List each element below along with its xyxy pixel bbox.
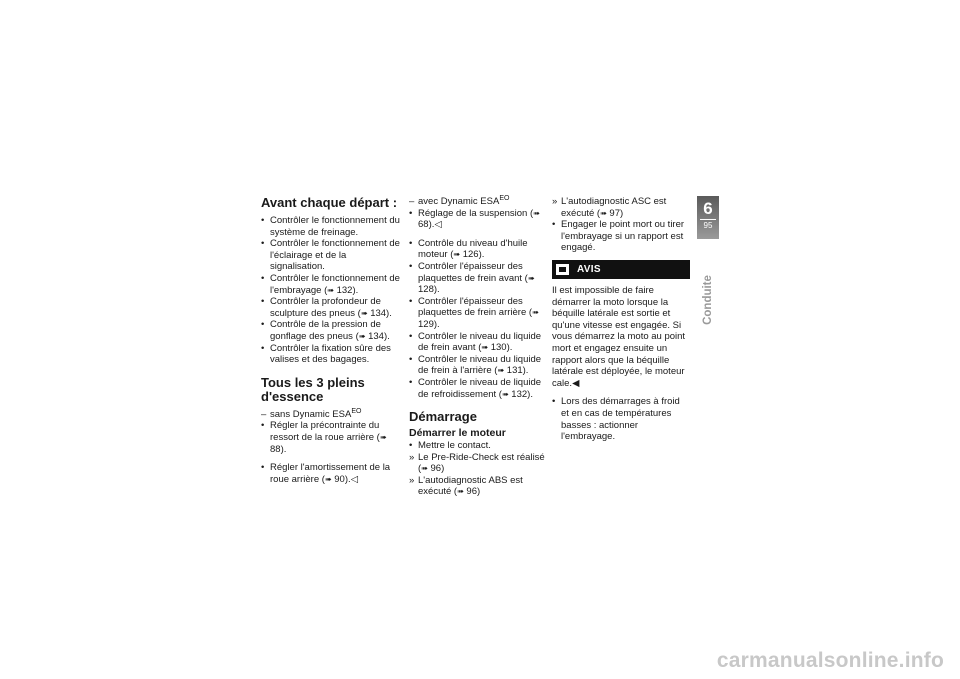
- page-ref[interactable]: 132: [336, 284, 353, 296]
- page-ref[interactable]: 131: [506, 365, 523, 377]
- esa-list: [261, 409, 401, 486]
- list-item: • Contrôler le fonctionnement de l'éclairage et de la signalisation.: [261, 238, 401, 273]
- list-item: • Mettre le contact.: [409, 440, 545, 452]
- chapter-title: Conduite: [702, 275, 714, 325]
- heading-starting: Démarrage: [409, 409, 477, 425]
- list-item: » L'autodiagnostic ABS est exécuté (➠ 96): [409, 475, 545, 498]
- list-item: • Engager le point mort ou tirer l'embrayage si un rapport est engagé.: [552, 219, 690, 254]
- list-item: • Contrôler l'épaisseur des plaquettes de frein avant (➠ 128).: [409, 261, 545, 296]
- column-3: [552, 196, 690, 443]
- list-item: – sans Dynamic $ESA^{EO}$: [261, 409, 401, 421]
- notice-text: Il est impossible de faire démarrer la moto lorsque la béquille latérale est sortie et qu'une vitesse est engagée. Si vous démarrez la moto au point mort et engagez ensuite un rapport alors que la béquille latérale est déployée, le moteur cale.◀: [552, 284, 686, 389]
- column-1: [261, 196, 401, 485]
- list-item: • Contrôler l'épaisseur des plaquettes de frein arrière (➠ 129).: [409, 296, 545, 331]
- list-item: • Régler la précontrainte du ressort de la roue arrière (➠ 88).: [261, 420, 401, 455]
- page-ref[interactable]: 128: [418, 284, 434, 296]
- list-item: • Contrôler le fonctionnement du système de freinage.: [261, 215, 401, 238]
- list-item: • Lors des démarrages à froid et en cas de températures basses : actionner l'embrayage.: [552, 396, 690, 442]
- list-item: » Le Pre-Ride-Check est réalisé (➠ 96): [409, 452, 545, 475]
- page-ref[interactable]: 134: [370, 307, 387, 319]
- pre-ride-checklist: [261, 215, 401, 366]
- notice-banner: [552, 260, 690, 279]
- cold-start-list: [552, 396, 690, 442]
- subheading-start-engine: Démarrer le moteur: [409, 427, 506, 440]
- list-item: • Réglage de la suspension (➠ 68).◁: [409, 208, 545, 231]
- start-steps-cont: [552, 196, 690, 254]
- page-ref[interactable]: 130: [490, 342, 507, 354]
- list-item: • Contrôle de la pression de gonflage des pneus (➠ 134).: [261, 319, 401, 342]
- end-mark: ◁: [434, 219, 442, 231]
- start-steps: [409, 440, 545, 498]
- list-item: • Contrôler le niveau de liquide de refroidissement (➠ 132).: [409, 377, 545, 400]
- page-ref[interactable]: 134: [368, 330, 384, 342]
- list-item: • Contrôler le fonctionnement de l'embrayage (➠ 132).: [261, 273, 401, 296]
- page-ref[interactable]: 88: [270, 443, 281, 455]
- end-mark: ◀: [572, 377, 580, 389]
- page-ref[interactable]: 97: [609, 207, 620, 219]
- page-ref[interactable]: 126: [462, 249, 479, 261]
- page-ref[interactable]: 129: [418, 318, 434, 330]
- end-mark: ◁: [350, 473, 358, 485]
- page-ref[interactable]: 132: [511, 388, 528, 400]
- list-item: • Contrôler la profondeur de sculpture des pneus (➠ 134).: [261, 296, 401, 319]
- warning-hand-icon: [556, 264, 569, 275]
- watermark: carmanualsonline.info: [716, 649, 944, 672]
- chapter-tab: [697, 196, 719, 239]
- list-item: • Régler l'amortissement de la roue arrière (➠ 90).◁: [261, 462, 401, 485]
- list-item: • Contrôler le niveau du liquide de frein à l'arrière (➠ 131).: [409, 354, 545, 377]
- list-item: – avec Dynamic $ESA^{EO}$: [409, 196, 545, 208]
- page-ref[interactable]: 96: [466, 486, 477, 498]
- list-item: • Contrôler le niveau du liquide de frein avant (➠ 130).: [409, 331, 545, 354]
- esa-list-2: [409, 196, 545, 400]
- heading-before-each-ride: Avant chaque départ :: [261, 195, 398, 210]
- page-ref[interactable]: 68: [418, 219, 429, 231]
- page-number: 95: [700, 219, 716, 232]
- page-ref[interactable]: 96: [430, 463, 442, 475]
- list-item: • Contrôle du niveau d'huile moteur (➠ 126).: [409, 238, 545, 261]
- list-item: • Contrôler la fixation sûre des valises et des bagages.: [261, 343, 401, 366]
- list-item: » L'autodiagnostic ASC est exécuté (➠ 97): [552, 196, 690, 219]
- notice-label: AVIS: [577, 263, 601, 275]
- page-ref[interactable]: 90: [334, 473, 345, 485]
- column-2: [409, 196, 545, 498]
- heading-every-3-fills: Tous les 3 pleins d'essence: [261, 374, 365, 404]
- chapter-number: 6: [703, 199, 713, 218]
